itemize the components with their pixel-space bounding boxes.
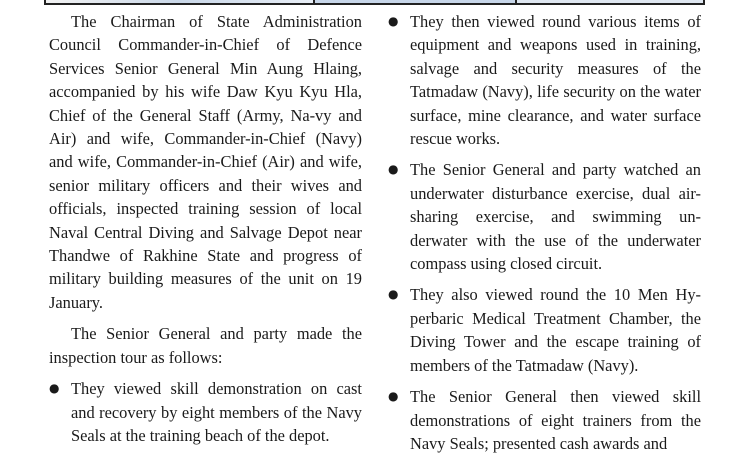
intro-paragraph: The Chairman of State Administration Council Commander-in-Chief of Defence Services Senior General Min Aung Hlaing, accompanied by his wife Daw Kyu Kyu Hla, Chief of the General Staff (Army, Na-vy and Air) and wife, Commander-in-Chief (Navy) and wife, Commander-in-Chief (Air) and wife, senior military officers and their wives and officials, inspected training session of local Naval Central Diving and Salvage Depot near Thandwe of Rakhine State and progress of military building measures of the unit on 19 January. <box>49 12 362 312</box>
inspection-list-continued <box>388 10 701 455</box>
list-item-text: The Senior General then viewed skill demonstrations of eight trainers from the Navy Seals; presented cash awards and <box>410 387 701 453</box>
list-item <box>388 10 701 150</box>
list-item <box>388 283 701 377</box>
list-item-text: They viewed skill demonstration on cast and recovery by eight members of the Navy Seals at the training beach of the depot. <box>71 379 362 445</box>
header-banner-strip <box>44 0 705 5</box>
bullet-icon: ● <box>388 287 399 302</box>
banner-segment <box>46 0 315 3</box>
list-item <box>388 158 701 275</box>
tour-intro-paragraph: The Senior General and party made the inspection tour as follows: <box>49 324 362 367</box>
list-item-text: They also viewed round the 10 Men Hy-perbaric Medical Treatment Chamber, the Diving Tower and the escape training of members of the Tatmadaw (Navy). <box>410 285 701 375</box>
inspection-list <box>49 377 362 447</box>
bullet-icon: ● <box>388 162 399 177</box>
banner-segment <box>517 0 703 3</box>
bullet-icon: ● <box>388 14 399 28</box>
left-column <box>49 10 362 447</box>
bullet-icon: ● <box>49 381 60 396</box>
list-item-text: The Senior General and party watched an underwater disturbance exercise, dual air-sharing exercise, and swimming un-derwater with the use of the underwater compass using closed circuit. <box>410 160 701 274</box>
bullet-icon: ● <box>388 389 399 404</box>
list-item <box>388 385 701 455</box>
list-item-text: They then viewed round various items of equipment and weapons used in training, salvage and security measures of the Tatmadaw (Navy), life security on the water surface, mine clearance, and water surface rescue works. <box>410 12 701 149</box>
list-item <box>49 377 362 447</box>
right-column <box>388 10 701 455</box>
banner-segment <box>315 0 517 3</box>
